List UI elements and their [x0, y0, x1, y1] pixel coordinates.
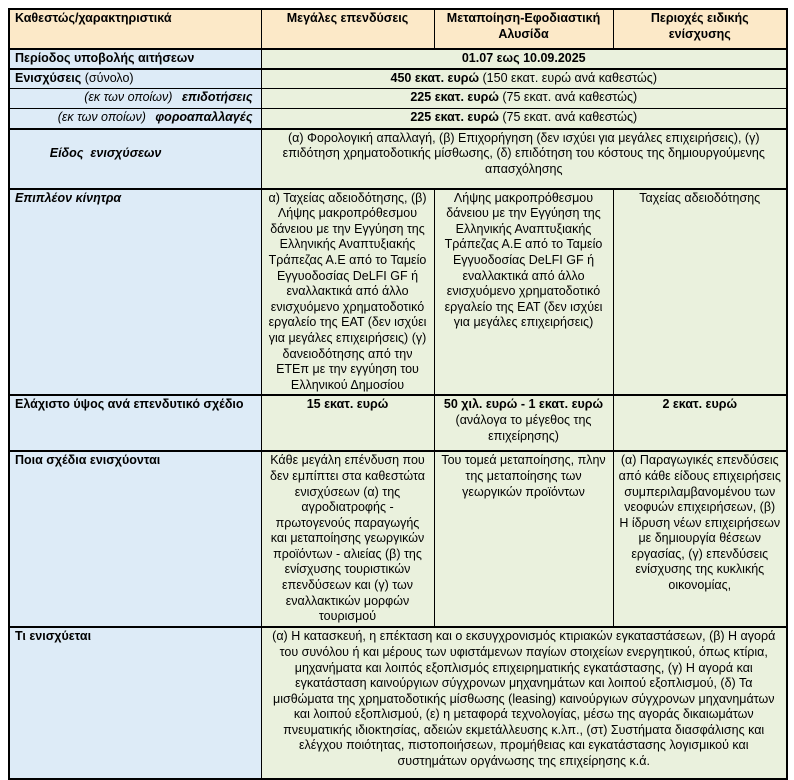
- period-value: 01.07 εως 10.09.2025: [461, 51, 586, 65]
- header-large-investments-label: Μεγάλες επενδύσεις: [286, 11, 409, 25]
- subsidies-label: επιδοτήσεις: [181, 90, 253, 105]
- min-investment-large-investments: 15 εκατ. ευρώ: [306, 397, 389, 412]
- header-cell-special-aid-areas: [613, 9, 787, 49]
- aid-types-value-cell: [261, 129, 787, 189]
- header-cell-large-investments: [261, 9, 434, 49]
- period-value-cell: [261, 49, 787, 69]
- extra-incentives-manufacturing-cell: [434, 189, 613, 396]
- extra-incentives-large-investments-cell: [261, 189, 434, 396]
- tax-exemptions-label: φοροαπαλλαγές: [155, 110, 253, 125]
- aid-types-value: (α) Φορολογική απαλλαγή, (β) Επιχορήγηση (δεν ισχύει για μεγάλες επιχειρήσεις), (γ) επιδότηση χρηματοδοτικής μίσθωσης, (δ) επιδότηση του κόστους της δημιουργούμενης απασχόλησης: [282, 130, 765, 176]
- min-investment-special-areas: 2 εκατ. ευρώ: [662, 397, 738, 412]
- eligible-plans-manufacturing: Του τομεά μεταποίησης, πλην της μεταποίησης των γεωργικών προϊόντων: [441, 453, 606, 499]
- subsidies-value-cell: [261, 89, 787, 109]
- min-investment-large-investments-cell: [261, 395, 434, 451]
- extra-incentives-label-cell: [9, 189, 261, 396]
- subsidies-label-prefix: (εκ των οποίων): [84, 90, 173, 105]
- eligible-plans-label-cell: [9, 451, 261, 627]
- aid-types-label-cell: [9, 129, 261, 189]
- extra-incentives-large-investments: α) Ταχείας αδειοδότησης, (β) Λήψης μακροπρόθεσμου δάνειου με την Εγγύηση της Ελληνικής Αναπτυξιακής Τράπεζας Α.Ε από το Ταμείο Εγγυοδοσίας DeLFI GF ή εναλλακτικά από άλλο ενισχυόμενο χρηματοδοτικό εργαλείο της ΕΑΤ (δεν ισχύει για μεγάλες επιχειρήσεις) (γ) δανειοδότησης από την ΕΤΕπ με την εγγύηση του Ελληνικού Δημοσίου: [268, 190, 427, 392]
- what-funded-value-cell: [261, 627, 787, 779]
- aid-total-value-note: (150 εκατ. ευρώ ανά καθεστώς): [482, 70, 657, 85]
- tax-exemptions-value: 225 εκατ. ευρώ: [410, 110, 499, 125]
- subsidies-value: 225 εκατ. ευρώ: [410, 90, 499, 105]
- header-characteristics-label: Καθεστώς/χαρακτηριστικά: [15, 11, 172, 25]
- period-label: Περίοδος υποβολής αιτήσεων: [15, 51, 195, 65]
- extra-incentives-manufacturing: Λήψης μακροπρόθεσμου δάνειου με την Εγγύηση της Ελληνικής Αναπτυξιακής Τράπεζας Α.Ε από το Ταμείο Εγγυοδοσίας DeLFI GF ή εναλλακτικά από άλλο ενισχυόμενο χρηματοδοτικό εργαλείο της ΕΑΤ (δεν ισχύει για μεγάλες επιχειρήσεις): [444, 190, 603, 330]
- aid-total-value-cell: [261, 69, 787, 89]
- min-investment-manufacturing-cell: [434, 395, 613, 451]
- aid-total-value: 450 εκατ. ευρώ: [390, 70, 480, 85]
- tax-exemptions-label-cell: [9, 109, 261, 129]
- subsidies-value-note: (75 εκατ. ανά καθεστώς): [502, 90, 638, 105]
- what-funded-label: Τι ενισχύεται: [15, 629, 92, 644]
- header-cell-manufacturing-supply-chain: [434, 9, 613, 49]
- min-investment-manufacturing-amount: 50 χιλ. ευρώ - 1 εκατ. ευρώ: [443, 397, 604, 412]
- eligible-plans-large-investments: Κάθε μεγάλη επένδυση που δεν εμπίπτει στα καθεστώτα ενισχύσεων (α) της αγροδιατροφής - πρωτογενούς παραγωγής και μεταποίησης γεωργικών προϊόντων - αλιείας (β) της ενίσχυσης τουριστικών επενδύσεων και (γ) των εναλλακτικών μορφών τουρισμού: [270, 453, 425, 624]
- eligible-plans-label: Ποια σχέδια ενισχύονται: [15, 453, 161, 468]
- aid-total-label: Ενισχύσεις: [15, 70, 82, 85]
- extra-incentives-label: Επιπλέον κίνητρα: [15, 190, 122, 205]
- row-period: [9, 49, 787, 69]
- aid-types-label: Είδος ενισχύσεων: [49, 146, 162, 161]
- row-extra-incentives: [9, 189, 787, 396]
- eligible-plans-special-areas: (α) Παραγωγικές επενδύσεις από κάθε είδους επιχειρήσεις συμπεριλαμβανομένου των νεοφυών επιχειρήσεων, (β) Η ίδρυση νέων επιχειρήσεων με δημιουργία θέσεων εργασίας, (γ) επενδύσεις ενίσχυσης της κυκλικής οικονομίας,: [618, 453, 781, 593]
- subsidies-label-cell: [9, 89, 261, 109]
- tax-exemptions-value-cell: [261, 109, 787, 129]
- what-funded-value: (α) Η κατασκευή, η επέκταση και ο εκσυγχρονισμός κτιριακών εγκαταστάσεων, (β) Η αγορά του συνόλου ή και μέρους των υφιστάμενων παγίων στοιχείων ενεργητικού, όπως κτίρια, μηχανήματα και λοιπός εξοπλισμός επιχειρηματικής εγκατάστασης, (γ) Η αγορά και εγκατάσταση καινούργιων σύγχρονων μηχανημάτων και λοιπού εξοπλισμού, (δ) Τα μισθώματα της χρηματοδοτικής μίσθωσης (leasing) καινούργιων σύγχρονων μηχανημάτων και λοιπού εξοπλισμού, (ε) η μεταφορά τεχνολογίας, μέσω της αγοράς δικαιωμάτων πνευματικής ιδιοκτησίας, αδειών εκμετάλλευσης κ.λπ., (στ) Συστήματα διασφάλισης και ελέγχου ποιότητας, πιστοποιήσεων, προμήθειας και εγκατάστασης λογισμικού και συστημάτων οργάνωσης της επιχείρησης κ.ά.: [272, 629, 776, 769]
- header-manufacturing-supply-chain-label: Μεταποίηση-Εφοδιαστική Αλυσίδα: [446, 11, 601, 41]
- row-min-investment: [9, 395, 787, 451]
- extra-incentives-special-areas-cell: [613, 189, 787, 396]
- row-aid-total: [9, 69, 787, 89]
- aid-total-label-note: (σύνολο): [84, 70, 134, 85]
- tax-exemptions-value-note: (75 εκατ. ανά καθεστώς): [502, 110, 638, 125]
- row-what-funded: [9, 627, 787, 779]
- row-eligible-plans: [9, 451, 787, 627]
- eligible-plans-large-investments-cell: [261, 451, 434, 627]
- row-subsidies: [9, 89, 787, 109]
- min-investment-special-areas-cell: [613, 395, 787, 451]
- header-cell-characteristics: [9, 9, 261, 49]
- aid-total-label-cell: [9, 69, 261, 89]
- extra-incentives-special-areas: Ταχείας αδειοδότησης: [639, 190, 761, 205]
- eligible-plans-special-areas-cell: [613, 451, 787, 627]
- min-investment-label-cell: [9, 395, 261, 451]
- eligible-plans-manufacturing-cell: [434, 451, 613, 627]
- period-label-cell: [9, 49, 261, 69]
- aid-regimes-table: [8, 8, 788, 780]
- what-funded-label-cell: [9, 627, 261, 779]
- table-header-row: [9, 9, 787, 49]
- row-aid-types: [9, 129, 787, 189]
- tax-exemptions-label-prefix: (εκ των οποίων): [57, 110, 146, 125]
- row-tax-exemptions: [9, 109, 787, 129]
- min-investment-label: Ελάχιστο ύψος ανά επενδυτικό σχέδιο: [15, 397, 244, 412]
- min-investment-manufacturing-note: (ανάλογα το μέγεθος της επιχείρησης): [455, 412, 592, 443]
- header-special-aid-areas-label: Περιοχές ειδικής ενίσχυσης: [650, 11, 749, 41]
